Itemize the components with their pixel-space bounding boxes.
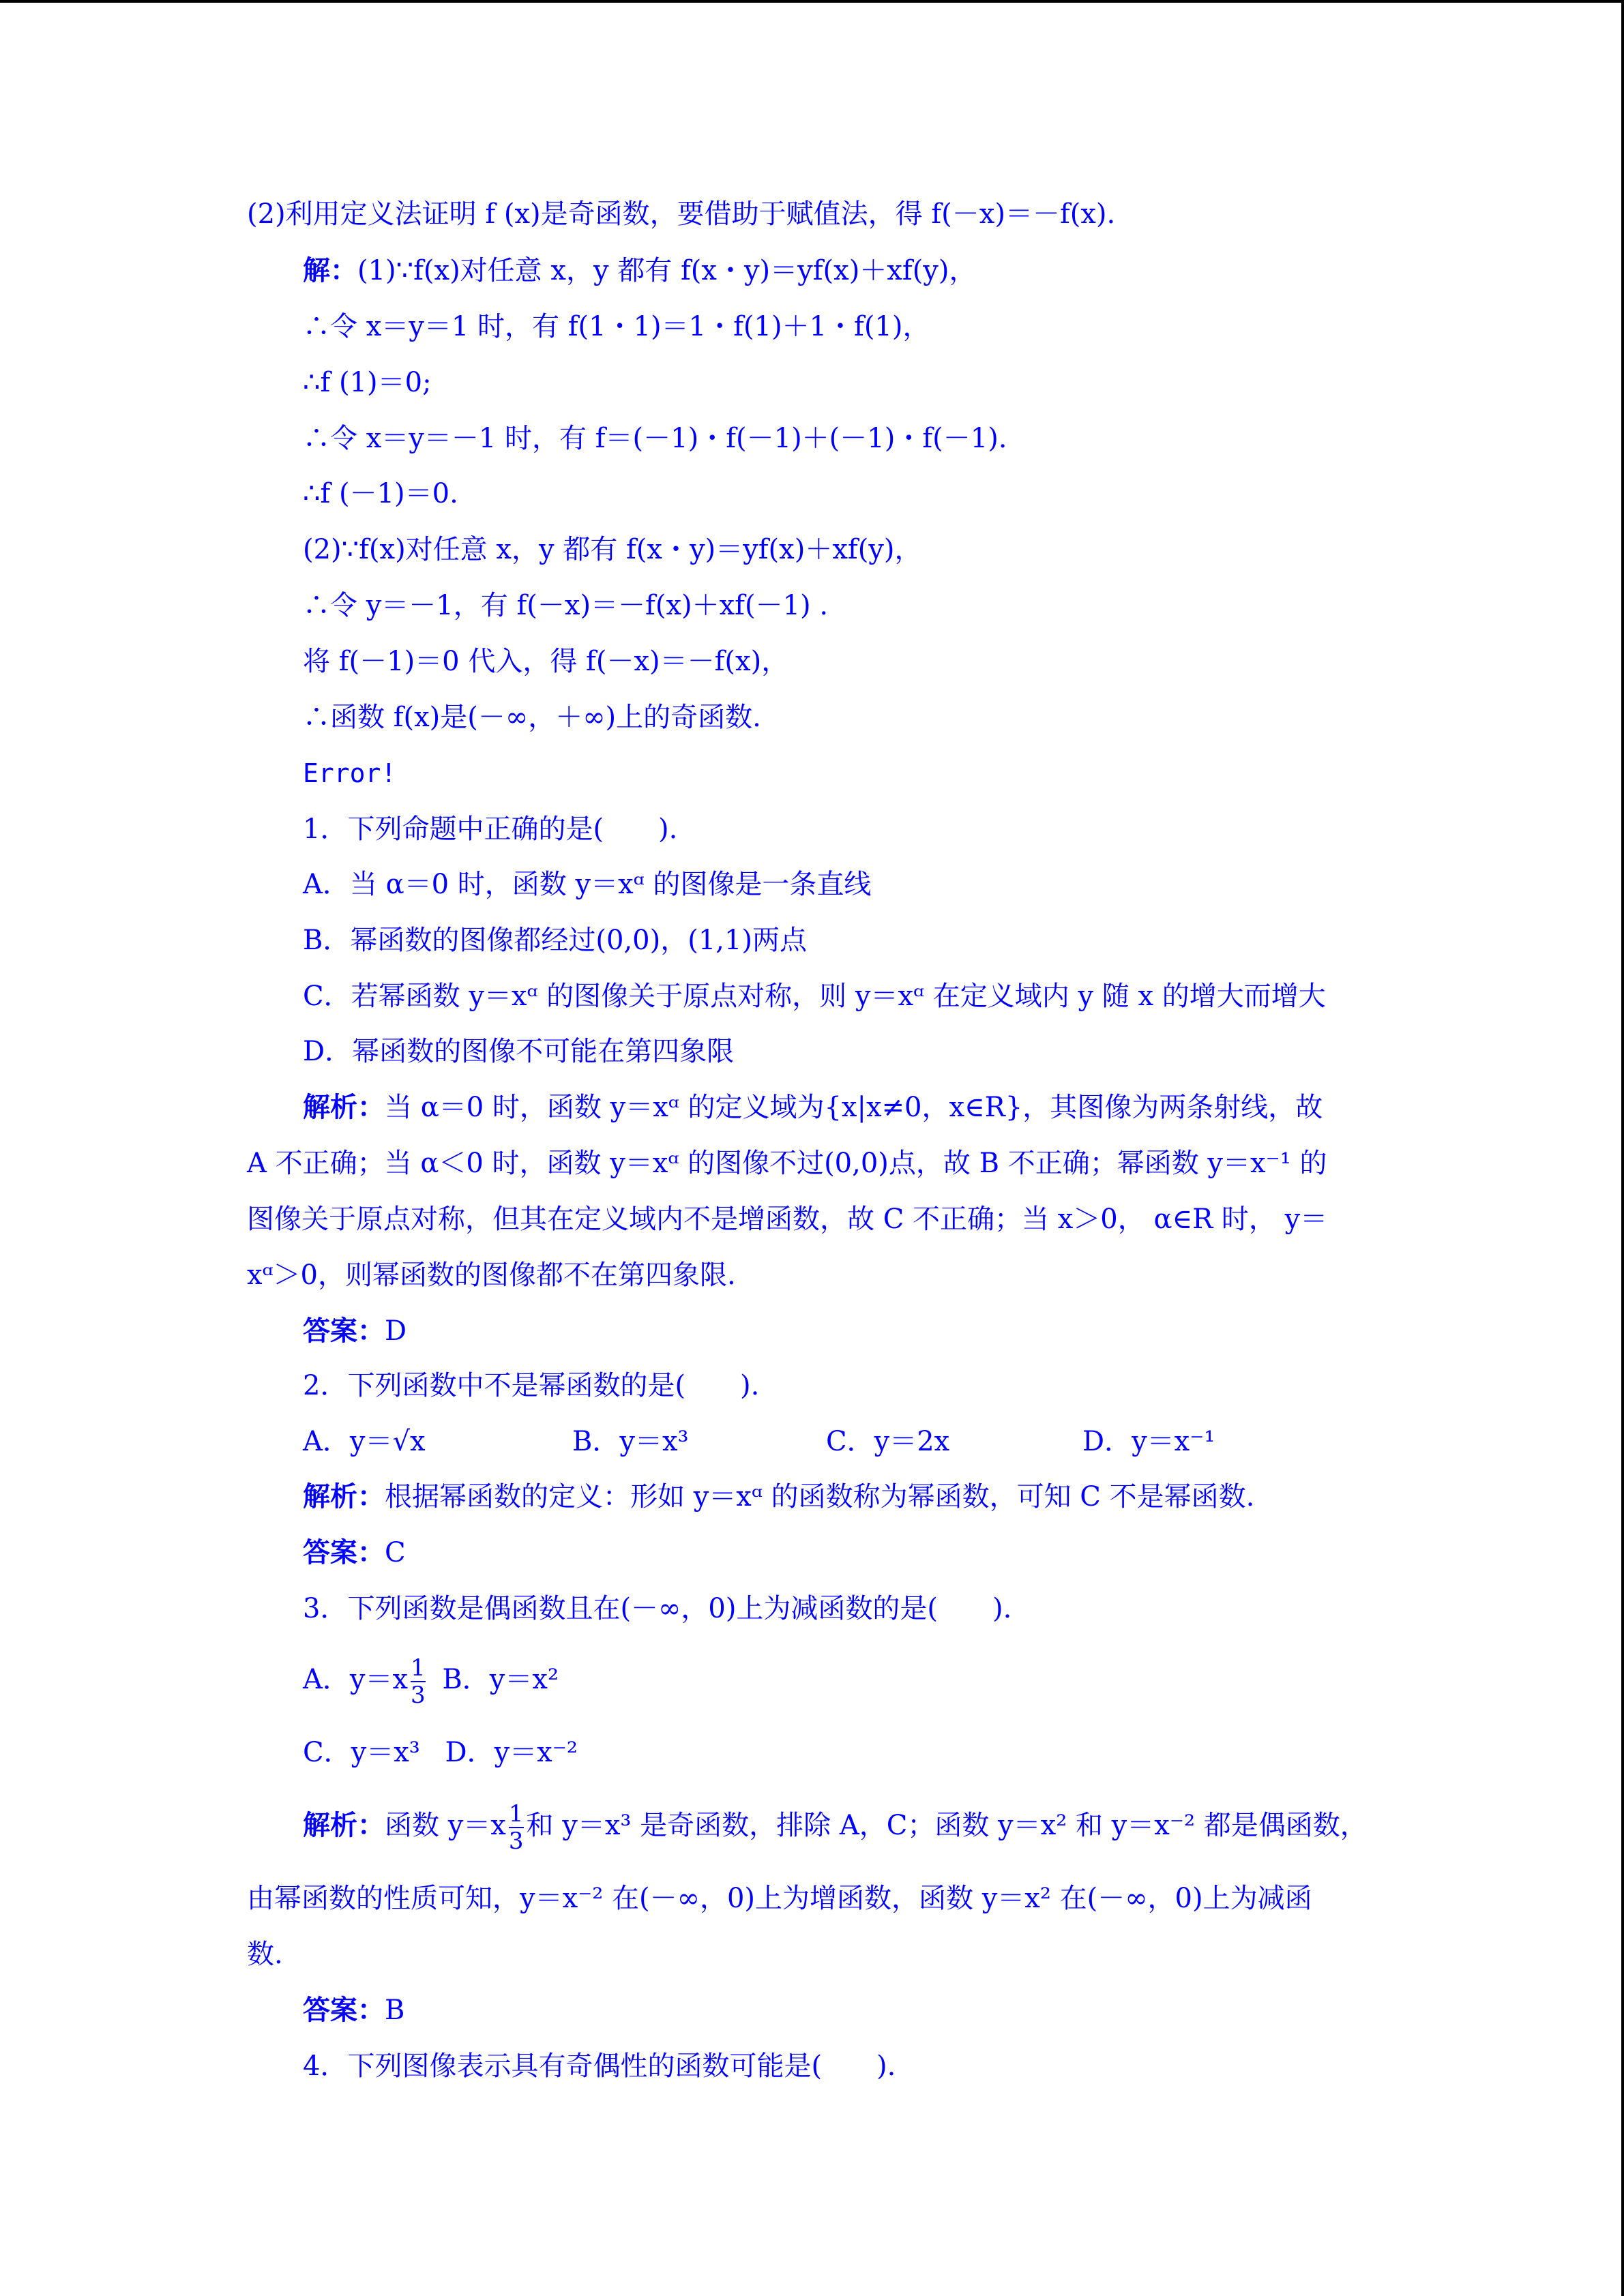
text: ∴f (1)＝0; — [303, 367, 432, 398]
question-3 — [303, 1590, 1012, 1628]
error-field — [303, 754, 396, 792]
fraction-numerator: 1 — [508, 1800, 524, 1828]
text: C — [385, 1537, 406, 1568]
q1-option-a — [303, 865, 871, 904]
analysis-label: 解析： — [303, 1809, 385, 1841]
q3-option-c: C．y＝x³ — [303, 1737, 420, 1768]
q3-analysis-line-2 — [247, 1879, 1312, 1918]
q3-options-cd — [303, 1733, 578, 1772]
text: 和 y＝x³ 是奇函数，排除 A，C；函数 y＝x² 和 y＝x⁻² 都是偶函数， — [526, 1810, 1368, 1841]
text: Error! — [303, 758, 397, 788]
text: 将 f(－1)＝0 代入，得 f(－x)＝－f(x)， — [303, 646, 789, 677]
text: (2)∵f(x)对任意 x，y 都有 f(x・y)＝yf(x)＋xf(y)， — [303, 534, 922, 565]
solution-line-6 — [303, 531, 922, 569]
q2-option-c: C．y＝2x — [826, 1426, 950, 1457]
q1-analysis-line-4 — [247, 1256, 736, 1294]
q1-analysis-line-3 — [247, 1200, 1327, 1238]
fraction-numerator: 1 — [411, 1654, 426, 1682]
text: 数. — [247, 1939, 283, 1970]
q3-option-b: B．y＝x² — [442, 1664, 559, 1695]
solution-label: 解： — [303, 254, 357, 286]
text: ∴f (－1)＝0. — [303, 478, 458, 509]
question-4 — [303, 2047, 896, 2085]
q3-analysis-line-3 — [247, 1935, 283, 1973]
text: ∴令 y＝－1，有 f(－x)＝－f(x)＋xf(－1) . — [303, 590, 829, 621]
text: (2)利用定义法证明 f (x)是奇函数，要借助于赋值法，得 f(－x)＝－f(x). — [247, 198, 1116, 230]
text: A 不正确；当 α＜0 时，函数 y＝xᵅ 的图像不过(0,0)点，故 B 不正确；幂函数 y＝x⁻¹ 的 — [247, 1148, 1327, 1179]
q3-option-a: A．y＝x — [303, 1664, 409, 1695]
text: B．幂函数的图像都经过(0,0)，(1,1)两点 — [303, 925, 808, 956]
q1-option-b — [303, 921, 807, 959]
text: ∴令 x＝y＝－1 时，有 f＝(－1)・f(－1)＋(－1)・f(－1). — [303, 423, 1007, 454]
solution-line-5 — [303, 475, 458, 513]
q3-option-d: D．y＝x⁻² — [445, 1737, 578, 1768]
solution-line-2 — [303, 308, 930, 346]
text: (1)∵f(x)对任意 x，y 都有 f(x・y)＝yf(x)＋xf(y)， — [357, 255, 977, 286]
text: B — [385, 1995, 405, 2026]
q1-answer — [303, 1312, 407, 1350]
q2-options — [303, 1422, 1258, 1461]
text: xᵅ＞0，则幂函数的图像都不在第四象限. — [247, 1259, 736, 1291]
solution-line-1 — [303, 252, 977, 290]
q3-answer — [303, 1991, 404, 2029]
analysis-label: 解析： — [303, 1091, 385, 1123]
text: ∴令 x＝y＝1 时，有 f(1・1)＝1・f(1)＋1・f(1)， — [303, 311, 930, 342]
proof-hint-line — [247, 195, 1115, 233]
analysis-label: 解析： — [303, 1480, 385, 1512]
q2-analysis — [303, 1478, 1254, 1516]
text: 3．下列函数是偶函数且在(－∞，0)上为减函数的是( ). — [303, 1593, 1012, 1624]
text: 函数 y＝x — [385, 1810, 506, 1841]
fraction-exponent — [411, 1655, 426, 1708]
answer-label: 答案： — [303, 1315, 385, 1347]
text: 1．下列命题中正确的是( ). — [303, 814, 678, 845]
solution-line-7 — [303, 586, 828, 625]
text: D．幂函数的图像不可能在第四象限 — [303, 1036, 735, 1067]
text: D — [385, 1315, 407, 1347]
fraction-denominator: 3 — [508, 1828, 524, 1855]
question-1 — [303, 810, 677, 848]
text: 由幂函数的性质可知，y＝x⁻² 在(－∞，0)上为增函数，函数 y＝x² 在(－∞，0)上为减函 — [247, 1883, 1312, 1914]
q3-options-ab — [303, 1655, 559, 1708]
answer-label: 答案： — [303, 1536, 385, 1568]
text: 2．下列函数中不是幂函数的是( ). — [303, 1370, 760, 1401]
q2-option-a: A．y＝√x — [303, 1426, 426, 1457]
answer-label: 答案： — [303, 1994, 385, 2026]
text: 根据幂函数的定义：形如 y＝xᵅ 的函数称为幂函数，可知 C 不是幂函数. — [385, 1481, 1255, 1512]
question-2 — [303, 1367, 759, 1405]
text: 图像关于原点对称，但其在定义域内不是增函数，故 C 不正确；当 x＞0， α∈R 时， y＝ — [247, 1204, 1328, 1235]
solution-line-3 — [303, 363, 432, 402]
fraction-exponent — [509, 1801, 524, 1854]
fraction-denominator: 3 — [411, 1682, 426, 1709]
text: 当 α＝0 时，函数 y＝xᵅ 的定义域为{x|x≠0，x∈R}，其图像为两条射线，故 — [385, 1092, 1323, 1123]
q2-option-b: B．y＝x³ — [572, 1426, 689, 1457]
q2-option-d: D．y＝x⁻¹ — [1082, 1426, 1215, 1457]
q3-analysis-line-1 — [303, 1801, 1368, 1854]
solution-line-4 — [303, 419, 1007, 458]
q2-answer — [303, 1534, 406, 1572]
text: 4．下列图像表示具有奇偶性的函数可能是( ). — [303, 2051, 896, 2082]
q1-option-d — [303, 1032, 734, 1071]
solution-line-9 — [303, 698, 761, 736]
q1-analysis-line-1 — [303, 1088, 1323, 1127]
text: A．当 α＝0 时，函数 y＝xᵅ 的图像是一条直线 — [303, 869, 872, 900]
text: ∴函数 f(x)是(－∞，＋∞)上的奇函数. — [303, 702, 761, 733]
text: C．若幂函数 y＝xᵅ 的图像关于原点对称，则 y＝xᵅ 在定义域内 y 随 x 的增大而增大 — [303, 981, 1326, 1012]
q1-option-c — [303, 977, 1326, 1015]
solution-line-8 — [303, 642, 788, 681]
q1-analysis-line-2 — [247, 1144, 1327, 1182]
